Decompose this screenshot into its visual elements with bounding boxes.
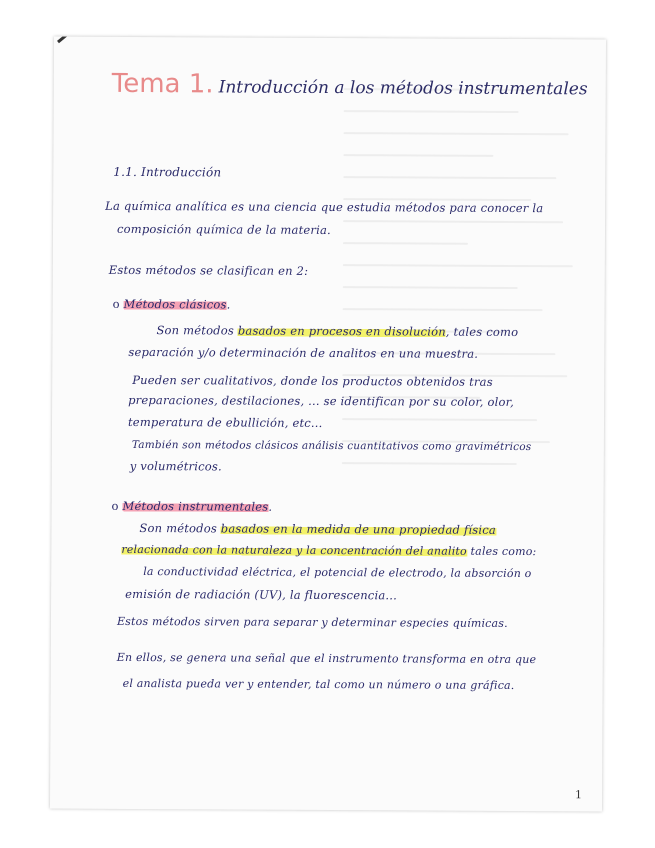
instrumental-line-2: la conductividad eléctrica, el potencial de electrodo, la absorción o — [143, 565, 532, 581]
classical-line-4: temperatura de ebullición, etc... — [127, 414, 323, 430]
closing-line-1: el analista pueda ver y entender, tal como un número o una gráfica. — [122, 676, 515, 692]
instrumental-line-4: Estos métodos sirven para separar y determinar especies químicas. — [116, 614, 508, 630]
section-heading: 1.1. Introducción — [113, 164, 222, 180]
closing-line-0: En ellos, se genera una señal que el instrumento transforma en otra que — [116, 650, 537, 667]
notebook-page — [50, 37, 606, 812]
classical-line-6: y volumétricos. — [129, 458, 222, 474]
classical-line-1: separación y/o determinación de analitos en una muestra. — [128, 344, 479, 361]
title-text: Introducción a los métodos instrumentales — [218, 77, 588, 100]
classical-line-3: preparaciones, destilaciones, ... se identifican por su color, olor, — [128, 392, 514, 409]
para1-line-1: composición química de la materia. — [116, 221, 331, 238]
page-number: 1 — [575, 788, 583, 802]
intro-line: Estos métodos se clasifican en 2: — [108, 262, 309, 278]
title-number: Tema 1. — [111, 68, 214, 100]
page-title — [112, 69, 588, 101]
pencil-mark — [57, 37, 79, 44]
bleed-through-text — [340, 68, 594, 809]
para1-line-0: La química analítica es una ciencia que estudia métodos para conocer la — [105, 198, 544, 216]
classical-line-0: Son métodos basados en procesos en disolución, tales como — [156, 323, 519, 339]
instrumental-line-1: relacionada con la naturaleza y la concentración del analito tales como: — [121, 542, 537, 559]
classical-line-5: También son métodos clásicos análisis cuantitativos como gravimétricos — [131, 438, 532, 454]
classical-line-2: Pueden ser cualitativos, donde los productos obtenidos tras — [132, 372, 493, 389]
instrumental-line-0: Son métodos basados en la medida de una propiedad física — [139, 521, 496, 537]
instrumental-line-3: emisión de radiación (UV), la fluorescencia... — [125, 586, 398, 603]
classical-heading: o Métodos clásicos. — [112, 296, 231, 312]
instrumental-heading: o Métodos instrumentales. — [111, 498, 273, 514]
